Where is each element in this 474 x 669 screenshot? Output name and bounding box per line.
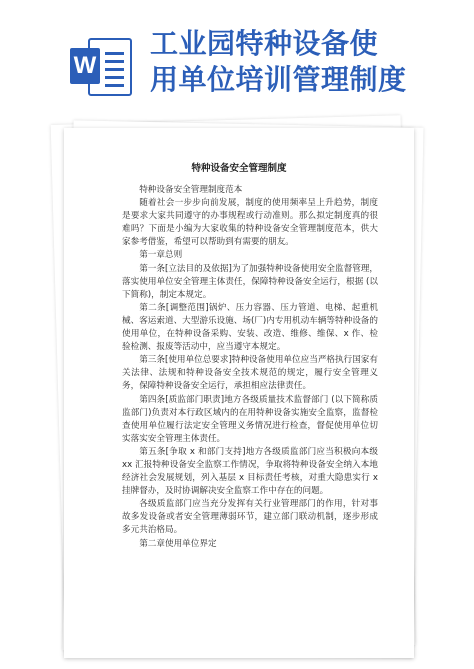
paragraph: 特种设备安全管理制度范本 [139,185,243,195]
document-page [64,128,414,658]
paragraph: 第二章使用单位界定 [139,538,217,549]
document-body [122,184,378,551]
paragraph: 各级质监部门应当充分发挥有关行业管理部门的作用，针对事故多发设备或者安全管理薄弱环节，建立部门联动机制，逐步形成多元共治格局。 [122,499,378,536]
paragraph: 随着社会一步步向前发展，制度的使用频率呈上升趋势，制度是要求大家共同遵守的办事规程或行动准则。那么拟定制度真的很难吗？下面是小编为大家收集的特种设备安全管理制度范本，供大家参考借鉴，希望可以帮助到有需要的朋友。 [122,198,378,248]
word-letter-badge: W [70,48,100,84]
paragraph: 第一章总则 [139,250,183,261]
paragraph: 第三条[使用单位总要求]特种设备使用单位应当严格执行国家有关法律、法规和特种设备安全技术规范的规定，履行安全管理义务，保障特种设备安全运行，承担相应法律责任。 [122,355,378,392]
paragraph: 第五条[争取 x 和部门支持]地方各级质监部门应当积极向本级 xx 汇报特种设备安全监察工作情况，争取将特种设备安全纳入本地经济社会发展规划，列入基层 x 目标责任考核，对重大隐患实行 x 挂牌督办，及时协调解决安全监察工作中存在的问题。 [122,446,378,497]
word-document-icon [70,38,132,96]
title-line-1: 工业园特种设备使 [150,27,379,60]
paragraph: 第二条[调整范围]锅炉、压力容器、压力管道、电梯、起重机械、客运索道、大型游乐设施、场(厂)内专用机动车辆等特种设备的使用单位，在特种设备采购、安装、改造、维修、维保、x 作、检验检测、报废等活动中，应当遵守本规定。 [122,302,378,353]
paragraph: 第四条[质监部门职责]地方各级质量技术监督部门 (以下简称质监部门)负责对本行政区域内的在用特种设备实施安全监察，监督检查使用单位履行法定安全管理义务情况进行检查，督促使用单位切实落实安全管理主体责任。 [122,394,378,444]
title-line-2: 用单位培训管理制度 [150,63,407,96]
page-heading: 特种设备安全管理制度 [191,163,287,174]
page-preview [64,128,414,658]
document-title [150,26,460,98]
header [0,0,474,110]
paragraph: 第一条[立法目的及依据]为了加强特种设备使用安全监督管理，落实使用单位安全管理主体责任，保障特种设备安全运行，根据 (以下简称)，制定本规定。 [122,263,378,300]
